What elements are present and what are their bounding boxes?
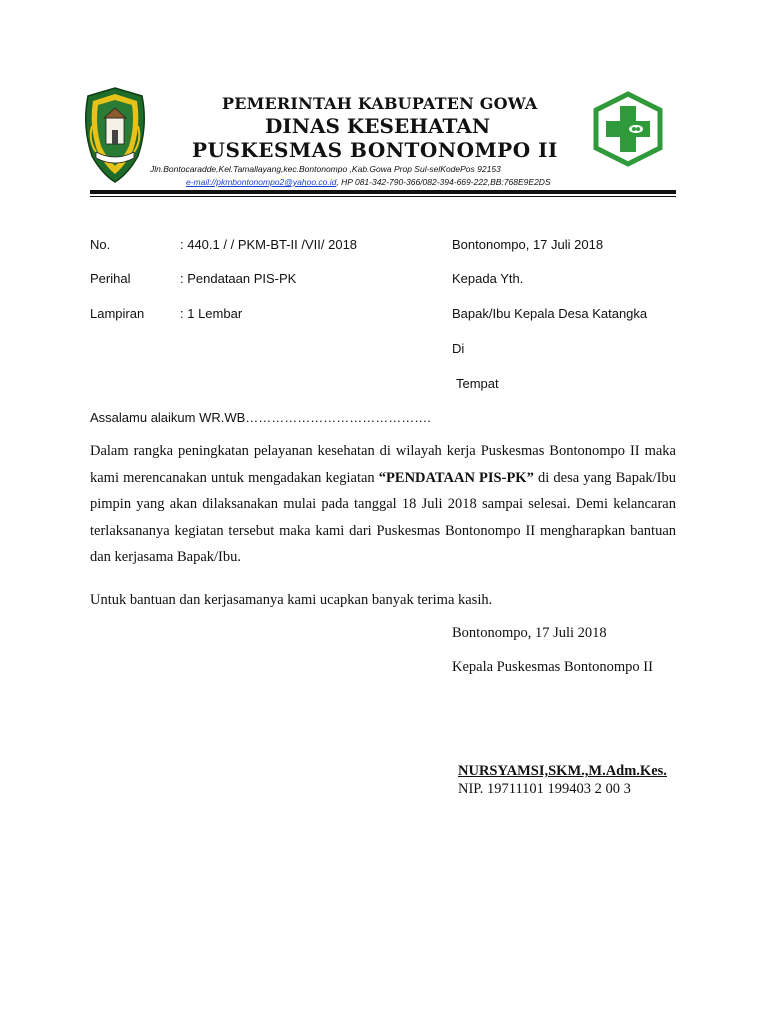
number-value: : 440.1 / / PKM-BT-II /VII/ 2018 — [180, 237, 358, 252]
letterhead-phone: , HP 081-342-790-366/082-394-669-222,BB:768E9E2DS — [336, 177, 551, 187]
email-link[interactable]: e-mail://pkmbontonompo2@yahoo.co.id — [186, 177, 337, 187]
puskesmas-logo-icon — [590, 90, 666, 168]
signatory-nip: NIP. 19711101 199403 2 00 3 — [458, 781, 631, 797]
place-date-top: Bontonompo, 17 Juli 2018 — [452, 237, 604, 252]
letterhead-department: DINAS KESEHATAN — [265, 114, 491, 138]
attachment-value: : 1 Lembar — [180, 306, 243, 321]
greeting: Assalamu alaikum WR.WB……………………………………. — [90, 410, 431, 425]
subject-label: Perihal — [90, 271, 131, 286]
body-paragraph-text-1: Dalam rangka peningkatan pelayanan kesehatan di wilayah kerja Puskesmas Bontonompo II maka kami merencanakan untuk mengadakan kegiatan — [90, 443, 676, 486]
letterhead-address: Jln.Bontocaradde,Kel.Tamallayang,kec.Bontonompo ,Kab.Gowa Prop Sul-selKodePos 92153 — [150, 164, 501, 174]
gowa-regency-emblem-icon — [82, 86, 148, 186]
letterhead-rule-thick — [90, 190, 676, 194]
event-name: “PENDATAAN PIS-PK” — [378, 469, 534, 486]
letterhead-rule-thin — [90, 196, 676, 197]
body-paragraph — [90, 438, 676, 571]
letterhead-contact — [186, 177, 551, 187]
addressee-intro: Kepada Yth. — [452, 271, 524, 286]
recipient-place: Tempat — [456, 376, 499, 391]
letterhead-government: PEMERINTAH KABUPATEN GOWA — [222, 94, 538, 113]
number-label: No. — [90, 237, 111, 252]
signatory-name: NURSYAMSI,SKM.,M.Adm.Kes. — [458, 763, 667, 779]
letterhead-institution: PUSKESMAS BONTONOMPO II — [192, 138, 558, 162]
signatory-position: Kepala Puskesmas Bontonompo II — [452, 659, 653, 675]
thanks-paragraph: Untuk bantuan dan kerjasamanya kami ucapkan banyak terima kasih. — [90, 592, 493, 608]
attachment-label: Lampiran — [90, 306, 145, 321]
closing-place-date: Bontonompo, 17 Juli 2018 — [452, 625, 607, 641]
subject-value: : Pendataan PIS-PK — [180, 271, 297, 286]
recipient-di: Di — [452, 341, 465, 356]
body-paragraph-text-2: di desa yang Bapak/Ibu pimpin yang akan dilaksanakan mulai pada tanggal 18 Juli 2018 sampai selesai. Demi kelancaran terlaksananya kegiatan tersebut maka kami dari Puskesmas Bontonompo II mengharapkan bantuan dan kerjasama Bapak/Ibu. — [90, 469, 676, 565]
recipient: Bapak/Ibu Kepala Desa Katangka — [452, 306, 648, 321]
